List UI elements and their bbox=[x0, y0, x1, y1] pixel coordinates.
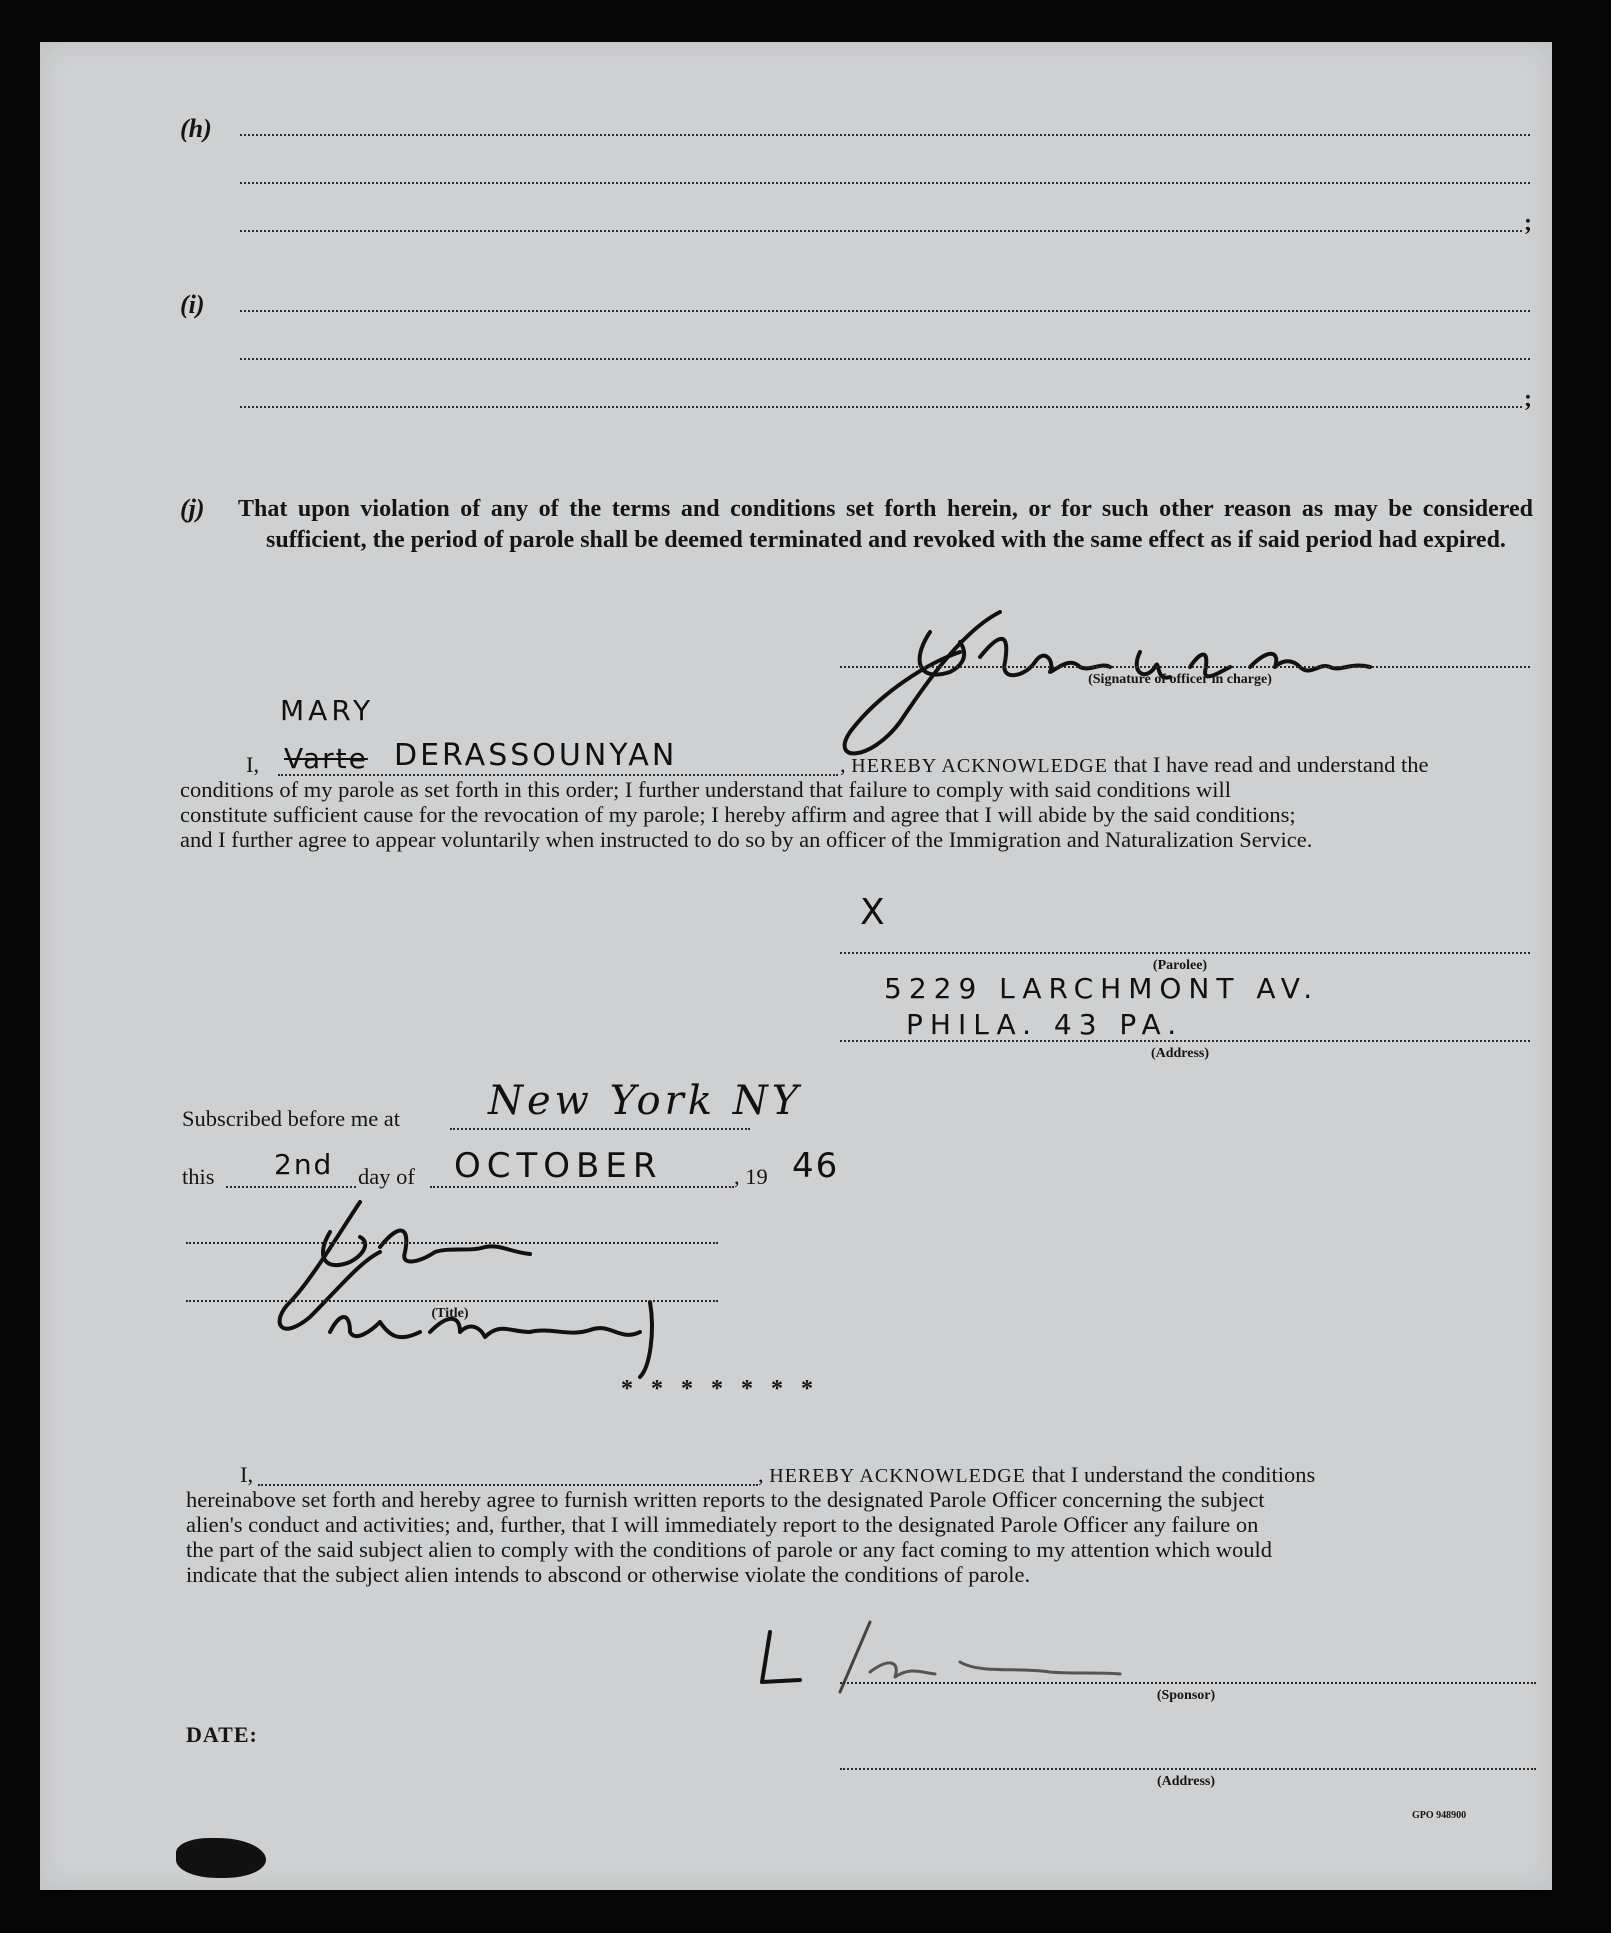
parolee-hereby: , HEREBY ACKNOWLEDGE that I have read and understand the bbox=[840, 752, 1429, 777]
parolee-ack-line-4: and I further agree to appear voluntarily when instructed to do so by an officer of the Immigration and Naturalization Service. bbox=[180, 827, 1313, 852]
item-h-label: (h) bbox=[180, 114, 212, 143]
title-line bbox=[186, 1300, 718, 1302]
day-of-label: day of bbox=[358, 1164, 415, 1189]
month-value: OCTOBER bbox=[454, 1146, 663, 1186]
parolee-address-line-2: PHILA. 43 PA. bbox=[906, 1008, 1184, 1041]
item-j-label: (j) bbox=[180, 494, 205, 523]
sponsor-caption: (Sponsor) bbox=[1156, 1688, 1216, 1703]
parolee-address-caption: (Address) bbox=[1150, 1046, 1210, 1061]
parolee-i-prefix: I, bbox=[246, 752, 260, 777]
day-line bbox=[226, 1186, 356, 1188]
sponsor-name-line bbox=[258, 1484, 758, 1486]
parolee-first-name: MARY bbox=[280, 694, 375, 727]
item-h-line-3 bbox=[240, 230, 1522, 232]
form-page bbox=[40, 42, 1552, 1890]
notary-signature bbox=[270, 1192, 790, 1382]
item-h-semicolon: ; bbox=[1524, 210, 1532, 236]
sponsor-address-caption: (Address) bbox=[1156, 1774, 1216, 1789]
item-i-semicolon: ; bbox=[1524, 386, 1532, 412]
item-i-label: (i) bbox=[180, 290, 205, 319]
subscribed-place: New York NY bbox=[488, 1078, 803, 1124]
parolee-struck-name: Varte bbox=[284, 742, 368, 775]
item-h-line-1 bbox=[240, 134, 1530, 136]
sponsor-text-line-5: indicate that the subject alien intends to abscond or otherwise violate the conditions of parole. bbox=[186, 1562, 1031, 1587]
item-i-line-2 bbox=[240, 358, 1530, 360]
item-j-text: That upon violation of any of the terms and conditions set forth herein, or for such other reason as may be considered sufficient, the period of parole shall be deemed terminated and revoked with the same effect as if said period had expired. bbox=[238, 496, 1533, 553]
this-label: this bbox=[182, 1164, 215, 1189]
year-prefix: , 19 bbox=[734, 1164, 768, 1189]
section-separator: * * * * * * * bbox=[621, 1376, 819, 1402]
sponsor-address-line bbox=[840, 1768, 1536, 1770]
notary-signature-line bbox=[186, 1242, 718, 1244]
month-line bbox=[430, 1186, 734, 1188]
date-label: DATE: bbox=[186, 1722, 258, 1747]
parolee-mark: X bbox=[860, 892, 891, 933]
day-value: 2nd bbox=[274, 1148, 334, 1181]
sponsor-text-line-4: the part of the said subject alien to comply with the conditions of parole or any fact coming to my attention which would bbox=[186, 1537, 1272, 1562]
parolee-address-line-1: 5229 LARCHMONT AV. bbox=[884, 972, 1320, 1005]
gpo-code: GPO 948900 bbox=[1412, 1810, 1467, 1821]
parolee-ack-line-3: constitute sufficient cause for the revocation of my parole; I hereby affirm and agree that I will abide by the said conditions; bbox=[180, 802, 1296, 827]
item-h-line-2 bbox=[240, 182, 1530, 184]
sponsor-hereby: , HEREBY ACKNOWLEDGE that I understand the conditions bbox=[758, 1462, 1316, 1487]
officer-signature-caption: (Signature of officer in charge) bbox=[1088, 672, 1272, 687]
sponsor-text-line-2: hereinabove set forth and hereby agree to furnish written reports to the designated Parole Officer concerning the subject bbox=[186, 1487, 1265, 1512]
sponsor-hereby-label: HEREBY ACKNOWLEDGE bbox=[769, 1465, 1026, 1487]
parolee-ack-line-2: conditions of my parole as set forth in this order; I further understand that failure to comply with said conditions will bbox=[180, 777, 1232, 802]
parolee-ack-line-1: that I have read and understand the bbox=[1113, 752, 1429, 777]
subscribed-label: Subscribed before me at bbox=[182, 1106, 401, 1131]
officer-signature-line bbox=[840, 666, 1530, 668]
item-i-line-3 bbox=[240, 406, 1522, 408]
parolee-name-line bbox=[278, 774, 838, 776]
parolee-signature-line bbox=[840, 952, 1530, 954]
sponsor-i-prefix: I, bbox=[240, 1462, 254, 1487]
parolee-caption: (Parolee) bbox=[1152, 958, 1208, 973]
parolee-hereby-label: HEREBY ACKNOWLEDGE bbox=[851, 755, 1108, 777]
ink-blot bbox=[176, 1838, 266, 1878]
sponsor-text-line-3: alien's conduct and activities; and, further, that I will immediately report to the designated Parole Officer any failure on bbox=[186, 1512, 1259, 1537]
item-i-line-1 bbox=[240, 310, 1530, 312]
subscribed-place-line bbox=[450, 1128, 750, 1130]
sponsor-signature-line bbox=[840, 1682, 1536, 1684]
parolee-address-line bbox=[840, 1040, 1530, 1042]
sponsor-text-line-1: that I understand the conditions bbox=[1031, 1462, 1316, 1487]
year-suffix: 46 bbox=[792, 1146, 840, 1186]
title-caption: (Title) bbox=[431, 1306, 469, 1321]
parolee-last-name: DERASSOUNYAN bbox=[394, 738, 678, 773]
